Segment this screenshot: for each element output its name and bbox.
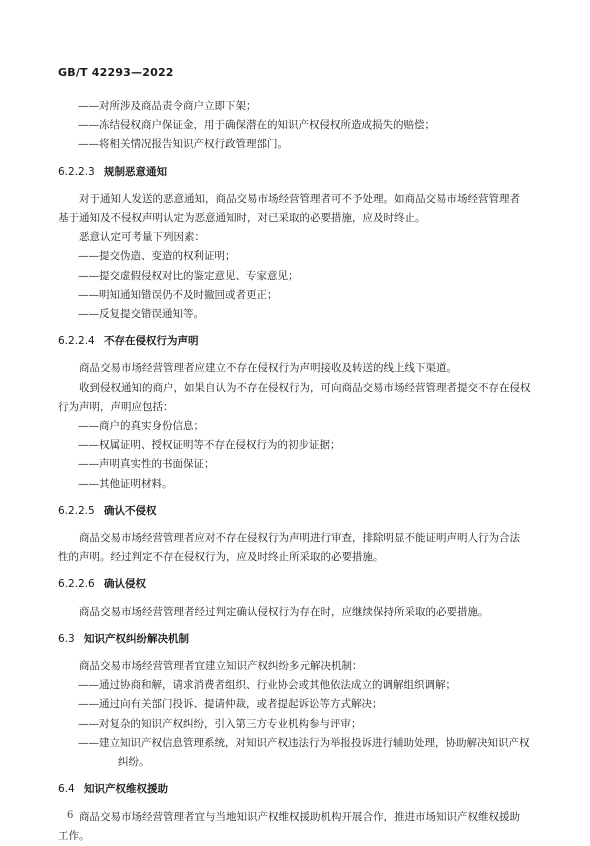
list-item: ——冻结侵权商户保证金，用于确保潜在的知识产权侵权所造成损失的赔偿； [78,119,435,132]
section-title: 不存在侵权行为声明 [104,335,199,348]
paragraph-line: 对于通知人发送的恶意通知，商品交易市场经营管理者可不予处理。如商品交易市场经营管理者 [79,192,520,205]
paragraph-line: 收到侵权通知的商户，如果自认为不存在侵权行为，可向商品交易市场经营管理者提交不存在侵权 [79,381,531,394]
page-number: 6 [67,810,74,821]
standard-id: GB/T 42293—2022 [58,66,174,79]
section-heading-6225 [58,502,536,521]
paragraph-line: 恶意认定可考量下列因素： [79,231,205,244]
list-item: ——通过协商和解，请求消费者组织、行业协会或其他依法成立的调解组织调解； [78,679,456,692]
list-item: ——明知通知错误仍不及时撤回或者更正； [78,288,278,301]
section-title: 确认侵权 [104,578,146,591]
paragraph-line: 商品交易市场经营管理者应对不存在侵权行为声明进行审查，排除明显不能证明声明人行为合法 [79,532,520,545]
list-item: ——反复提交错误通知等。 [78,308,204,321]
list-item: ——对复杂的知识产权纠纷，引入第三方专业机构参与评审； [78,717,362,730]
list-item: ——将相关情况报告知识产权行政管理部门。 [78,138,288,151]
paragraph-line: 商品交易市场经营管理者宜建立知识产权纠纷多元解决机制： [79,660,363,673]
section-number: 6.3 [58,632,75,645]
list-item: ——通过向有关部门投诉、提请仲裁，或者提起诉讼等方式解决； [78,698,383,711]
section-number: 6.4 [58,783,75,796]
paragraph-line: 基于通知及不侵权声明认定为恶意通知时，对已采取的必要措施，应及时终止。 [58,212,426,225]
paragraph-line: 工作。 [58,829,90,842]
list-item: ——提交虚假侵权对比的鉴定意见、专家意见； [78,269,299,282]
section-number: 6.2.2.5 [58,504,95,517]
section-title: 规制恶意通知 [104,165,167,178]
list-item: ——其他证明材料。 [78,477,173,490]
paragraph-line: 性的声明。经过判定不存在侵权行为，应及时终止所采取的必要措施。 [58,551,384,564]
list-item: ——建立知识产权信息管理系统，对知识产权违法行为举报投诉进行辅助处理，协助解决知识产权 [78,736,530,749]
section-heading-6226 [58,575,536,594]
section-heading-6223 [58,163,536,182]
list-item: ——提交伪造、变造的权利证明； [78,250,236,263]
section-heading-6224 [58,332,536,351]
list-item: ——对所涉及商品责令商户立即下架； [78,100,257,112]
section-heading-63 [58,630,536,649]
list-item-continuation: 纠纷。 [118,756,150,769]
document-body [58,97,536,846]
paragraph-line: 商品交易市场经营管理者经过判定确认侵权行为存在时，应继续保持所采取的必要措施。 [79,605,489,618]
list-item: ——权属证明、授权证明等不存在侵权行为的初步证据； [78,439,341,452]
section-title: 知识产权纠纷解决机制 [84,632,189,645]
paragraph-line: 商品交易市场经营管理者应建立不存在侵权行为声明接收及转送的线上线下渠道。 [79,362,457,375]
section-heading-64 [58,780,536,799]
list-item: ——商户的真实身份信息； [78,420,204,433]
section-title: 确认不侵权 [104,504,157,517]
section-number: 6.2.2.6 [58,578,95,591]
section-number: 6.2.2.4 [58,335,95,348]
section-title: 知识产权维权援助 [84,783,168,796]
paragraph-line: 行为声明，声明应包括： [58,400,174,413]
section-number: 6.2.2.3 [58,165,95,178]
list-item: ——声明真实性的书面保证； [78,458,215,471]
paragraph-line: 商品交易市场经营管理者宜与当地知识产权维权援助机构开展合作，推进市场知识产权维权援助 [79,810,520,823]
